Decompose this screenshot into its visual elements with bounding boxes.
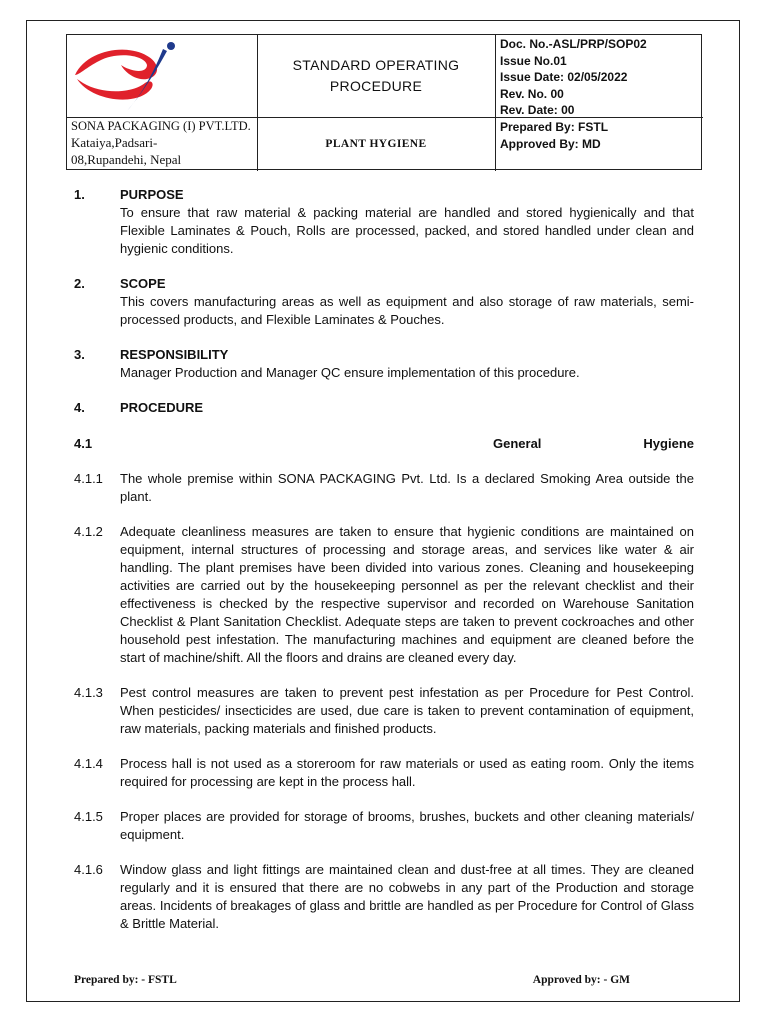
section-text: Manager Production and Manager QC ensure implementation of this procedure. [120,365,580,380]
item-number: 4.1.2 [74,524,103,539]
item-number: 4.1.3 [74,685,103,700]
document-subject: PLANT HYGIENE [325,138,427,150]
footer-prepared-by: Prepared by: - FSTL [74,974,177,986]
document-control-info [495,35,703,117]
logo-blue-dot [167,42,175,50]
item-text: Window glass and light fittings are maintained clean and dust-free at all times. They are cleaned regularly and it is ensured that there are no cobwebs in any part of the Production and storage areas. Incidents of breakages of glass and brittle are handled as per Procedure for Control of Glass & Brittle Material. [120,862,694,931]
list-item [74,861,694,933]
section-scope [74,275,694,329]
page-footer [74,974,630,986]
logo-red-lower [77,79,153,100]
section-title: SCOPE [120,276,166,291]
list-item [74,755,694,791]
item-number: 4.1.5 [74,809,103,824]
list-item [74,684,694,738]
item-text: Pest control measures are taken to prevent pest infestation as per Procedure for Pest Control. When pesticides/ insecticides are used, due care is taken to prevent contamination of equipment, raw materials, packing materials and finished products. [120,685,694,736]
item-text: Proper places are provided for storage of brooms, brushes, buckets and other cleaning materials/ equipment. [120,809,694,842]
item-text: The whole premise within SONA PACKAGING Pvt. Ltd. Is a declared Smoking Area outside the plant. [120,471,694,504]
section-text: This covers manufacturing areas as well as equipment and also storage of raw materials, semi-processed products, and Flexible Laminates & Pouches. [120,294,694,327]
section-number: 2. [74,276,85,291]
revision-number: Rev. No. 00 [500,86,564,101]
item-text: Process hall is not used as a storeroom for raw materials or used as eating room. Only the items required for processing are kept in the process hall. [120,756,694,789]
company-info [67,117,257,171]
section-number: 4. [74,400,85,415]
doc-number: Doc. No.-ASL/PRP/SOP02 [500,37,647,51]
company-logo [67,35,257,117]
item-number: 4.1.4 [74,756,103,771]
list-item [74,470,694,506]
prepared-by: Prepared By: FSTL [500,120,609,134]
revision-date: Rev. Date: 00 [500,103,575,117]
subsection-general-hygiene [74,435,694,453]
section-purpose [74,186,694,258]
subsection-title-word-2: Hygiene [643,436,694,451]
approval-info [495,117,703,171]
section-title: RESPONSIBILITY [120,347,229,362]
list-item [74,523,694,667]
subsection-number: 4.1 [74,436,93,451]
document-header-table [66,34,702,170]
sop-title [257,35,495,117]
subsection-title-word-1: General [493,436,542,451]
section-number: 3. [74,347,85,362]
footer-approved-by: Approved by: - GM [532,974,630,986]
section-text: To ensure that raw material & packing material are handled and stored hygienically and that Flexible Laminates & Pouch, Rolls are processed, packed, and stored handled under clean and hygienic conditions. [120,205,694,256]
company-address-line-2: 08,Rupandehi, Nepal [71,152,182,167]
section-number: 1. [74,187,85,202]
sop-title-line-2: PROCEDURE [329,78,423,94]
section-title: PROCEDURE [120,400,204,415]
company-name: SONA PACKAGING (I) PVT.LTD. [71,119,251,133]
section-title: PURPOSE [120,187,184,202]
item-number: 4.1.1 [74,471,103,486]
list-item [74,808,694,844]
document-body [74,186,694,933]
section-responsibility [74,346,694,382]
issue-number: Issue No.01 [500,53,567,68]
sop-title-line-1: STANDARD OPERATING [292,57,460,73]
item-number: 4.1.6 [74,862,103,877]
section-procedure [74,399,694,417]
approved-by: Approved By: MD [500,136,601,151]
item-text: Adequate cleanliness measures are taken to ensure that hygienic conditions are maintained on equipment, internal structures of processing and storage areas, and services like water & air handling. The plant premises have been divided into various zones. Cleaning and housekeeping activities are carried out by the housekeeping personnel as per the relevant checklist and their effectiveness is checked by the respective supervisor and recorded on Warehouse Sanitation Checklist & Plant Sanitation Checklist. Adequate steps are taken to prevent cockroaches and other household pest infestation. The manufacturing machines and equipment are cleaned before the start of machine/shift. All the floors and drains are cleaned every day. [120,524,694,665]
logo-red-swoosh [75,50,157,80]
issue-date: Issue Date: 02/05/2022 [500,70,628,84]
company-address-line-1: Kataiya,Padsari- [71,135,158,150]
